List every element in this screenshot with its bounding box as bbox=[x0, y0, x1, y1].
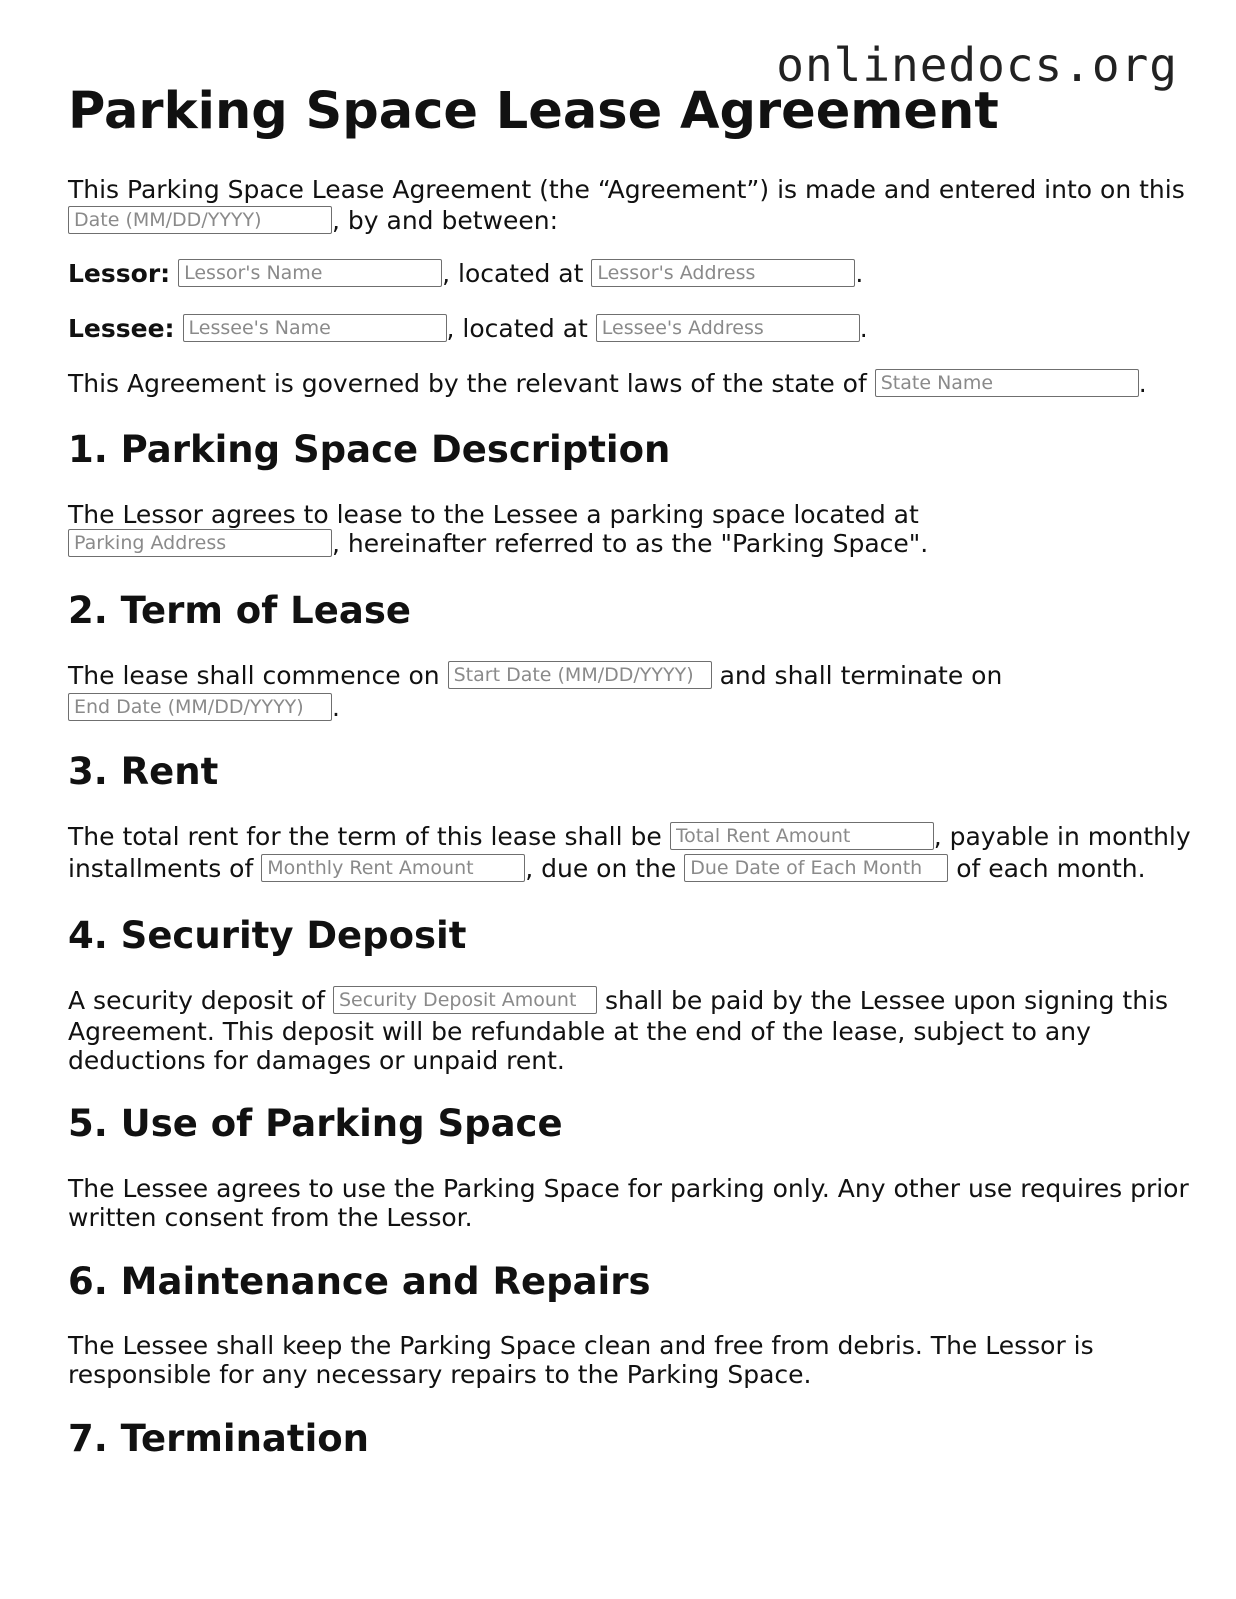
section-3-paragraph bbox=[68, 822, 1191, 883]
lessor-name-field[interactable] bbox=[178, 259, 442, 287]
section-1-text-end: , hereinafter referred to as the "Parking Space". bbox=[332, 529, 929, 558]
lessee-address-field[interactable] bbox=[596, 314, 860, 342]
state-name-field[interactable] bbox=[875, 369, 1139, 397]
lessee-line bbox=[68, 314, 1188, 343]
section-3-text: The total rent for the term of this lease shall be bbox=[68, 822, 662, 851]
section-2-text-terminate: and shall terminate on bbox=[719, 661, 1003, 690]
section-5-line-2: written consent from the Lessor. bbox=[68, 1203, 473, 1232]
section-4-line-1 bbox=[68, 986, 1188, 1015]
section-3-line-1 bbox=[68, 822, 1191, 851]
due-date-field[interactable] bbox=[684, 854, 948, 882]
document-title: Parking Space Lease Agreement bbox=[68, 82, 999, 141]
section-3-text-installments: installments of bbox=[68, 854, 254, 883]
start-date-field[interactable] bbox=[448, 661, 712, 689]
intro-text: This Parking Space Lease Agreement (the “Agreement”) is made and entered into on this bbox=[68, 175, 1185, 204]
intro-line-1 bbox=[68, 175, 1188, 204]
section-2-line-1 bbox=[68, 661, 1188, 690]
parking-address-field[interactable] bbox=[68, 529, 332, 557]
section-2-line-2 bbox=[68, 693, 1188, 722]
section-4-text-paid: shall be paid by the Lessee upon signing this bbox=[604, 986, 1169, 1015]
total-rent-field[interactable] bbox=[670, 822, 934, 850]
section-3-text-due: , due on the bbox=[525, 854, 677, 883]
lessee-label: Lessee: bbox=[68, 314, 175, 343]
lessor-address-field[interactable] bbox=[591, 259, 855, 287]
lessor-line bbox=[68, 259, 1188, 288]
section-7-heading: 7. Termination bbox=[68, 1417, 370, 1460]
intro-paragraph bbox=[68, 175, 1188, 235]
lessee-name-field[interactable] bbox=[183, 314, 447, 342]
section-5-heading: 5. Use of Parking Space bbox=[68, 1102, 563, 1145]
section-2-text: The lease shall commence on bbox=[68, 661, 440, 690]
lessee-line-end: . bbox=[859, 314, 868, 343]
lessor-line-end: . bbox=[855, 259, 864, 288]
monthly-rent-field[interactable] bbox=[261, 854, 525, 882]
section-1-line-2 bbox=[68, 529, 1188, 558]
end-date-field[interactable] bbox=[68, 693, 332, 721]
governing-law-end: . bbox=[1138, 369, 1147, 398]
section-2-heading: 2. Term of Lease bbox=[68, 589, 411, 632]
section-4-text: A security deposit of bbox=[68, 986, 326, 1015]
governing-law-text: This Agreement is governed by the relevant laws of the state of bbox=[68, 369, 867, 398]
intro-line-2 bbox=[68, 206, 1188, 235]
section-6-paragraph bbox=[68, 1331, 1188, 1389]
section-2-paragraph bbox=[68, 661, 1188, 722]
lessee-located-text: , located at bbox=[446, 314, 588, 343]
section-1-text: The Lessor agrees to lease to the Lessee a parking space located at bbox=[68, 500, 919, 529]
section-4-line-3: deductions for damages or unpaid rent. bbox=[68, 1046, 565, 1075]
section-6-heading: 6. Maintenance and Repairs bbox=[68, 1260, 651, 1303]
section-3-heading: 3. Rent bbox=[68, 750, 219, 793]
section-1-paragraph bbox=[68, 500, 1188, 558]
section-5-line-1: The Lessee agrees to use the Parking Space for parking only. Any other use requires prior bbox=[68, 1174, 1189, 1203]
section-6-line-1: The Lessee shall keep the Parking Space clean and free from debris. The Lessor is bbox=[68, 1331, 1094, 1360]
section-4-paragraph bbox=[68, 986, 1188, 1075]
section-1-line-1 bbox=[68, 500, 1188, 529]
site-watermark: onlinedocs.org bbox=[776, 38, 1178, 92]
lessor-label: Lessor: bbox=[68, 259, 171, 288]
section-4-line-2: Agreement. This deposit will be refundable at the end of the lease, subject to any bbox=[68, 1017, 1091, 1046]
section-2-line-end: . bbox=[332, 693, 340, 722]
lessor-located-text: , located at bbox=[442, 259, 584, 288]
section-6-line-2: responsible for any necessary repairs to the Parking Space. bbox=[68, 1360, 812, 1389]
section-3-text-end: of each month. bbox=[956, 854, 1146, 883]
agreement-date-field[interactable] bbox=[68, 206, 332, 234]
section-5-paragraph bbox=[68, 1174, 1188, 1232]
section-3-text-payable: , payable in monthly bbox=[933, 822, 1191, 851]
governing-law-line bbox=[68, 369, 1188, 398]
section-4-heading: 4. Security Deposit bbox=[68, 914, 467, 957]
section-3-line-2 bbox=[68, 854, 1188, 883]
section-1-heading: 1. Parking Space Description bbox=[68, 428, 671, 471]
intro-text-between: , by and between: bbox=[332, 206, 559, 235]
security-deposit-field[interactable] bbox=[333, 986, 597, 1014]
